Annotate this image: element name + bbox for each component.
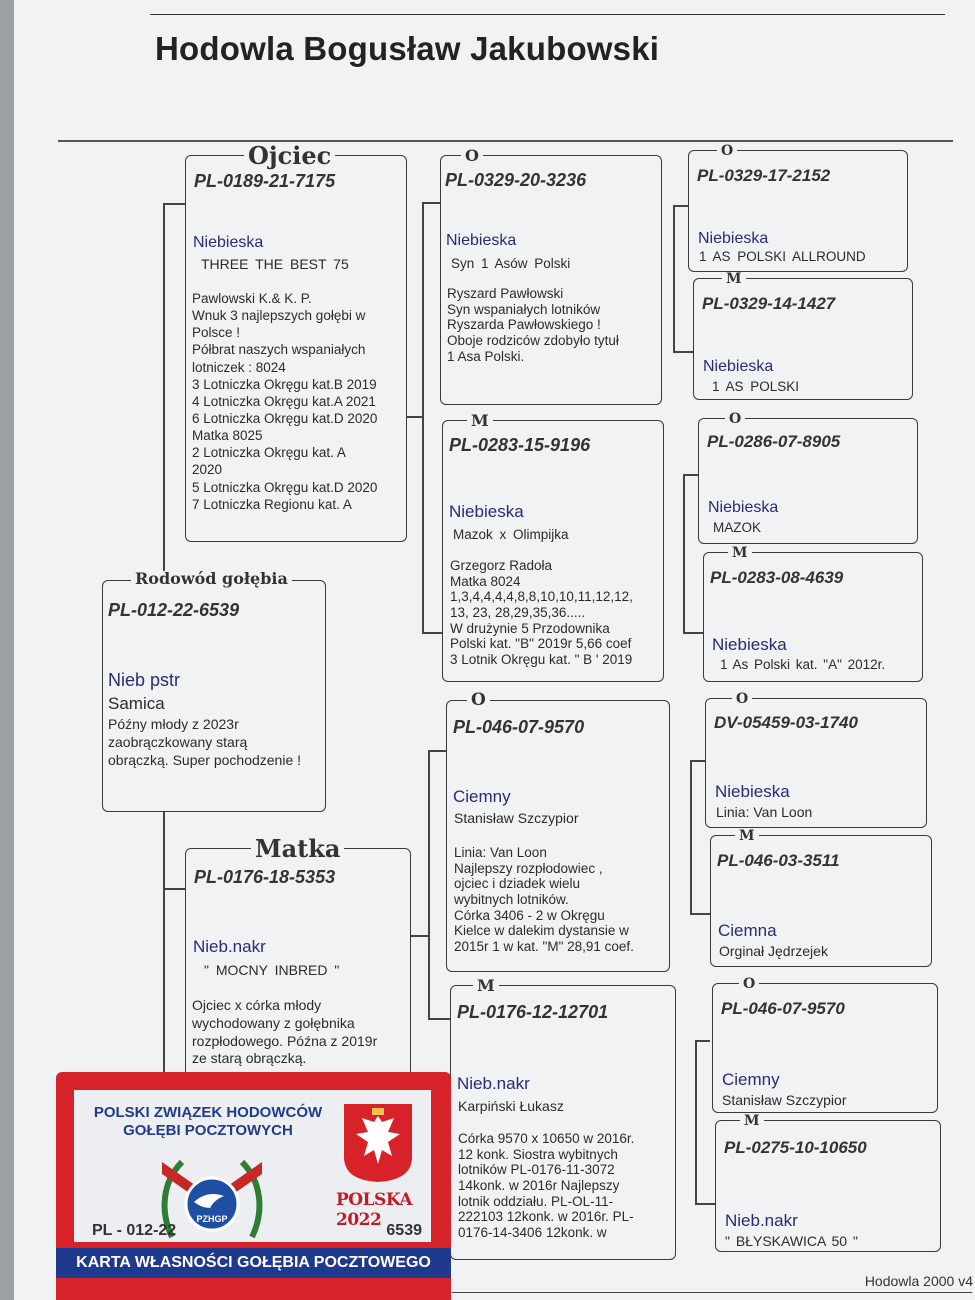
- connector-line: [690, 760, 705, 762]
- pedigree-box-ggp-2: [693, 271, 913, 400]
- bird-color: Ciemny: [722, 1070, 780, 1089]
- bird-color: Niebieska: [698, 230, 769, 247]
- pedigree-box-ggp-3: [698, 411, 918, 544]
- connector-line: [673, 351, 693, 353]
- bird-color: Nieb pstr: [108, 670, 181, 690]
- bird-name: Mazok x Olimpijka: [453, 527, 569, 542]
- pedigree-box-mother: [185, 834, 411, 1078]
- top-divider: [150, 14, 945, 15]
- bird-name: 1 AS POLSKI ALLROUND: [699, 249, 866, 264]
- box-label: M: [735, 829, 759, 843]
- bird-name: THREE THE BEST 75: [201, 256, 349, 272]
- pedigree-box-ggp-6: [710, 828, 932, 967]
- bird-sex: Samica: [108, 694, 165, 713]
- connector-line: [422, 202, 424, 634]
- bird-name: Karpiński Łukasz: [458, 1098, 564, 1114]
- ring-number: PL-0329-17-2152: [697, 166, 831, 185]
- box-label: M: [740, 1114, 764, 1128]
- pedigree-box-grandfather-paternal: [440, 146, 662, 405]
- ring-number: PL-0283-15-9196: [449, 435, 591, 455]
- bird-name: Linia: Van Loon: [716, 804, 813, 820]
- bird-name: Stanisław Szczypior: [722, 1092, 847, 1108]
- ring-number: PL-012-22-6539: [108, 600, 240, 620]
- bird-color: Niebieska: [449, 502, 524, 521]
- card-organization-line1: POLSKI ZWIĄZEK HODOWCÓW: [93, 1104, 323, 1121]
- connector-line: [163, 203, 165, 580]
- bird-color: Ciemny: [453, 787, 511, 806]
- bird-description: Grzegorz Radoła Matka 8024 1,3,4,4,4,4,8,8,10,10,11,12,12, 13, 23, 28,29,35,36..... W drużynie 5 Przodownika Polski kat. "B" 2019r 5,66 coef 3 Lotnik Okręgu kat. " B ' 2019: [450, 558, 633, 667]
- box-label: O: [717, 144, 737, 158]
- pedigree-box-ggp-8: [715, 1113, 941, 1252]
- connector-line: [428, 750, 430, 1020]
- ring-number: PL-0176-12-12701: [457, 1002, 609, 1022]
- bird-name: Stanisław Szczypior: [454, 810, 579, 826]
- bird-description: Późny młody z 2023r zaobrączkowany starą obrączką. Super pochodzenie !: [108, 716, 302, 768]
- bird-name: " MOCNY INBRED ": [204, 962, 340, 978]
- bird-description: Pawlowski K.& K. P. Wnuk 3 najlepszych gołębi w Polsce ! Półbrat naszych wspaniałych lotniczek : 8024 3 Lotniczka Okręgu kat.B 2019 4 Lotniczka Okręgu kat.A 2021 6 Lotniczka Okręgu kat.D 2020 Matka 8025 2 Lotniczka Okręgu kat. A 2020 5 Lotniczka Okręgu kat.D 2020 7 Lotniczka Regionu kat. A: [192, 291, 378, 512]
- ring-number: PL-0275-10-10650: [724, 1138, 867, 1157]
- ring-number: PL-0329-20-3236: [445, 170, 587, 190]
- bird-name: MAZOK: [713, 520, 762, 535]
- connector-line: [163, 888, 185, 890]
- pedigree-box-father: [185, 141, 407, 542]
- bird-name: 1 As Polski kat. "A" 2012r.: [720, 657, 886, 672]
- bird-color: Nieb.nakr: [193, 937, 266, 956]
- bird-color: Niebieska: [708, 499, 779, 516]
- bird-color: Niebieska: [446, 232, 517, 249]
- pedigree-box-ggp-5: [705, 691, 927, 828]
- connector-line: [683, 632, 703, 634]
- bird-color: Nieb.nakr: [457, 1074, 530, 1093]
- bird-name: " BŁYSKAWICA 50 ": [725, 1233, 858, 1249]
- pedigree-box-grandfather-maternal: [446, 690, 670, 972]
- footer-text: Hodowla 2000 v4: [864, 1273, 973, 1289]
- connector-line: [673, 205, 688, 207]
- pedigree-box-ggp-7: [712, 976, 938, 1113]
- connector-line: [422, 632, 442, 634]
- box-label: M: [728, 546, 752, 560]
- connector-line: [695, 1203, 715, 1205]
- card-ring-number: [92, 1222, 422, 1240]
- bird-description: Córka 9570 x 10650 w 2016r. 12 konk. Siostra wybitnych lotników PL-0176-11-3072 14konk. w 2016r Najlepszy lotnik oddziału. PL-OL-11- 222103 12konk. w 2016r. PL- 0176-14-3406 12konk. w: [458, 1131, 635, 1240]
- pedigree-box-bird: [102, 569, 326, 812]
- bird-name: Syn 1 Asów Polski: [451, 256, 571, 271]
- card-panel: [74, 1090, 431, 1242]
- page-title: Hodowla Bogusław Jakubowski: [155, 30, 660, 67]
- footer-divider: [452, 1292, 972, 1293]
- box-label: O: [467, 692, 490, 709]
- ownership-card: [56, 1072, 451, 1300]
- connector-line: [428, 750, 446, 752]
- polish-eagle-emblem-icon: [342, 1102, 414, 1184]
- box-label: O: [725, 412, 745, 426]
- bird-color: Nieb.nakr: [725, 1211, 798, 1230]
- ring-number: PL-0283-08-4639: [710, 568, 844, 587]
- connector-line: [163, 203, 185, 205]
- box-label: Ojciec: [244, 144, 335, 168]
- connector-line: [428, 1018, 450, 1020]
- bird-color: Niebieska: [703, 358, 774, 375]
- bird-color: Niebieska: [193, 234, 264, 251]
- header-divider: [58, 140, 953, 142]
- card-organization: [88, 1104, 328, 1140]
- box-label: Matka: [251, 837, 344, 861]
- ring-number: PL-0176-18-5353: [194, 867, 336, 887]
- bird-name: 1 AS POLSKI: [712, 379, 800, 394]
- ring-number: PL-046-07-9570: [721, 999, 845, 1018]
- bird-description: Ojciec x córka młody wychodowany z gołębnika rozpłodowego. Późna z 2019r ze starą obrączką.: [192, 997, 378, 1067]
- card-ring-prefix: PL - 012-22: [92, 1222, 177, 1239]
- card-caption: KARTA WŁASNOŚCI GOŁĘBIA POCZTOWEGO: [56, 1248, 451, 1278]
- connector-line: [695, 1040, 697, 1205]
- bird-name: Orginał Jędrzejek: [719, 943, 828, 959]
- ring-number: PL-0329-14-1427: [702, 294, 836, 313]
- connector-line: [673, 205, 675, 353]
- box-label: M: [722, 272, 746, 286]
- bird-description: Linia: Van Loon Najlepszy rozpłodowiec , ojciec i dziadek wielu wybitnych lotników. Córka 3406 - 2 w Okręgu Kielce w dalekim dystansie w 2015r 1 w kat. "M" 28,91 coef.: [454, 845, 634, 954]
- pedigree-box-ggp-4: [703, 545, 923, 682]
- ring-number: PL-046-07-9570: [453, 717, 585, 737]
- ring-number: PL-046-03-3511: [717, 851, 840, 870]
- connector-line: [695, 1040, 710, 1042]
- connector-line: [406, 416, 424, 418]
- connector-line: [163, 810, 165, 1090]
- pedigree-box-ggp-1: [688, 143, 908, 272]
- connector-line: [690, 913, 710, 915]
- box-label: O: [739, 977, 759, 991]
- ring-number: DV-05459-03-1740: [714, 713, 858, 732]
- box-label: O: [732, 692, 752, 706]
- pedigree-box-grandmother-maternal: [450, 976, 676, 1260]
- card-ring-digits: 6539: [386, 1222, 422, 1239]
- connector-line: [690, 760, 692, 915]
- box-label: M: [473, 978, 499, 994]
- bird-description: Ryszard Pawłowski Syn wspaniałych lotników Ryszarda Pawłowskiego ! Oboje rodziców zdobyło tytuł 1 Asa Polski.: [447, 286, 619, 364]
- bird-color: Niebieska: [712, 635, 787, 654]
- box-label: O: [461, 148, 483, 164]
- pedigree-box-grandmother-paternal: [442, 411, 664, 682]
- connector-line: [683, 474, 685, 634]
- ring-number: PL-0286-07-8905: [707, 432, 841, 451]
- pzhgp-logo-text: PZHGP: [196, 1214, 228, 1224]
- box-label: Rodowód gołębia: [131, 571, 292, 587]
- ring-number: PL-0189-21-7175: [194, 171, 336, 191]
- card-organization-line2: GOŁĘBI POCZTOWYCH: [123, 1122, 293, 1139]
- connector-line: [683, 474, 698, 476]
- card-year: POLSKA 2022: [336, 1190, 413, 1230]
- bird-color: Ciemna: [718, 921, 777, 940]
- box-label: M: [467, 413, 493, 429]
- connector-line: [411, 935, 430, 937]
- connector-line: [422, 202, 440, 204]
- bird-color: Niebieska: [715, 782, 790, 801]
